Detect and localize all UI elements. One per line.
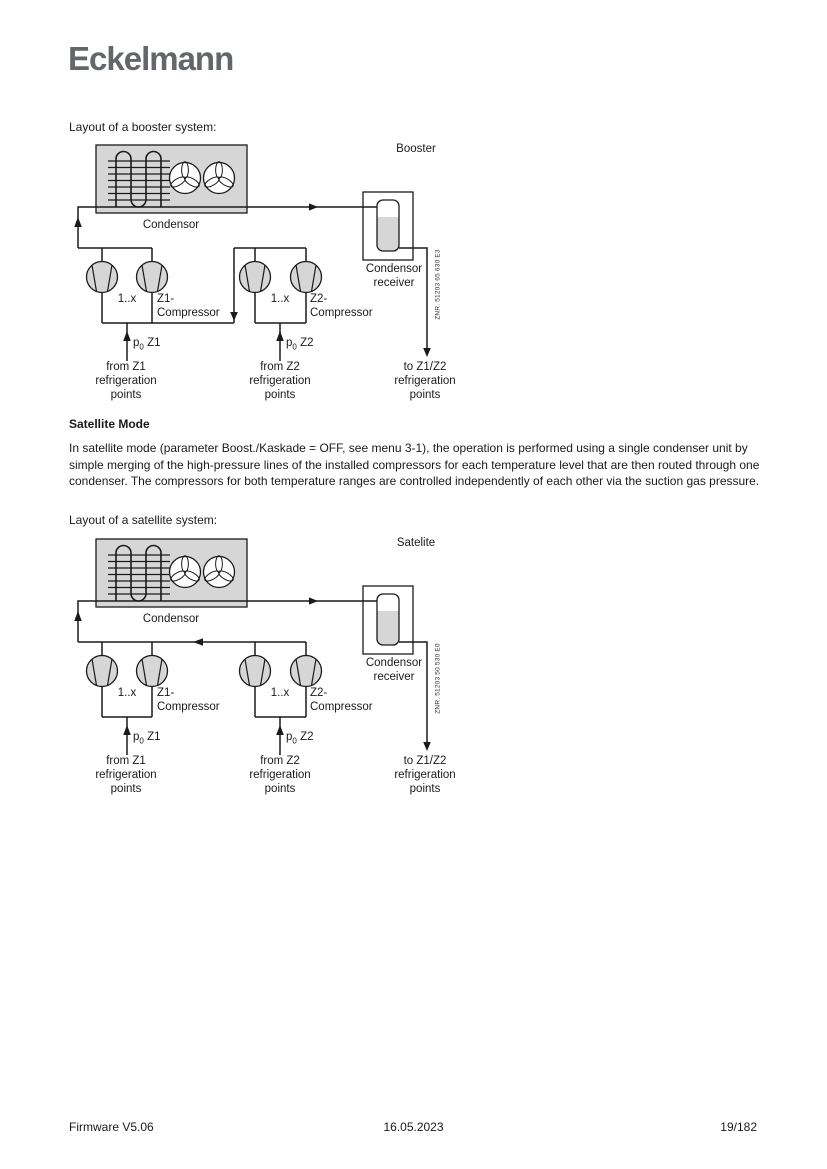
footer-firmware-version: Firmware V5.06 [69,1120,154,1134]
condenser-receiver [363,192,413,260]
condenser-label: Condensor [142,219,200,231]
diagram-title: Satelite [396,537,436,549]
footer-date: 16.05.2023 [383,1120,444,1134]
from-z1-label: from Z1 refrigeration points [95,755,157,795]
condenser-label: Condensor [142,613,200,625]
z1-count-label: 1..x [117,687,137,699]
z2-count-label: 1..x [270,687,290,699]
receiver-label: Condensor receiver [365,657,423,683]
p0-z1-label: $p_0$ Z1 [133,337,161,352]
z1-compressor-icons [87,656,168,687]
z2-compressor-label: Z2- Compressor [310,687,373,713]
fan-icon [203,162,234,194]
fan-icon [169,162,200,194]
booster-diagram [60,140,530,406]
company-logo: Eckelmann [68,40,234,77]
from-z2-label: from Z2 refrigeration points [249,361,311,401]
z1-count-label: 1..x [117,293,137,305]
p0-z2-label: $p_0$ Z2 [286,731,314,746]
diagram-title: Booster [396,143,436,155]
p0-z2-label: $p_0$ Z2 [286,337,314,352]
z2-compressor-icons [240,656,322,687]
from-z1-label: from Z1 refrigeration points [95,361,157,401]
drawing-number: ZNR. 51203 65 630 E3 [434,249,442,320]
z2-compressor-icons [240,262,322,293]
z1-compressor-label: Z1- Compressor [157,293,220,319]
to-z1z2-label: to Z1/Z2 refrigeration points [394,361,456,401]
fan-icon [169,556,200,588]
z1-compressor-label: Z1- Compressor [157,687,220,713]
fan-icon [203,556,234,588]
receiver-label: Condensor receiver [365,263,423,289]
satellite-mode-paragraph: In satellite mode (parameter Boost./Kaskade = OFF, see menu 3-1), the operation is performed using a single condenser unit by simple merging of the high-pressure lines of the installed compressors for each temperature level that are then routed through one condenser. The compressors for both temperature ranges are controlled independently of each other via the suction gas pressure. [69,441,760,488]
footer-page-number: 19/182 [720,1120,757,1134]
satellite-mode-heading: Satellite Mode [69,417,150,431]
condenser-receiver [363,586,413,654]
drawing-number: ZNR. 51203 50 530 E0 [434,643,442,714]
from-z2-label: from Z2 refrigeration points [249,755,311,795]
z2-count-label: 1..x [270,293,290,305]
booster-caption: Layout of a booster system: [69,120,217,134]
to-z1z2-label: to Z1/Z2 refrigeration points [394,755,456,795]
z1-compressor-icons [87,262,168,293]
satellite-diagram [60,534,530,800]
satellite-caption: Layout of a satellite system: [69,513,218,527]
z2-compressor-label: Z2- Compressor [310,293,373,319]
p0-z1-label: $p_0$ Z1 [133,731,161,746]
